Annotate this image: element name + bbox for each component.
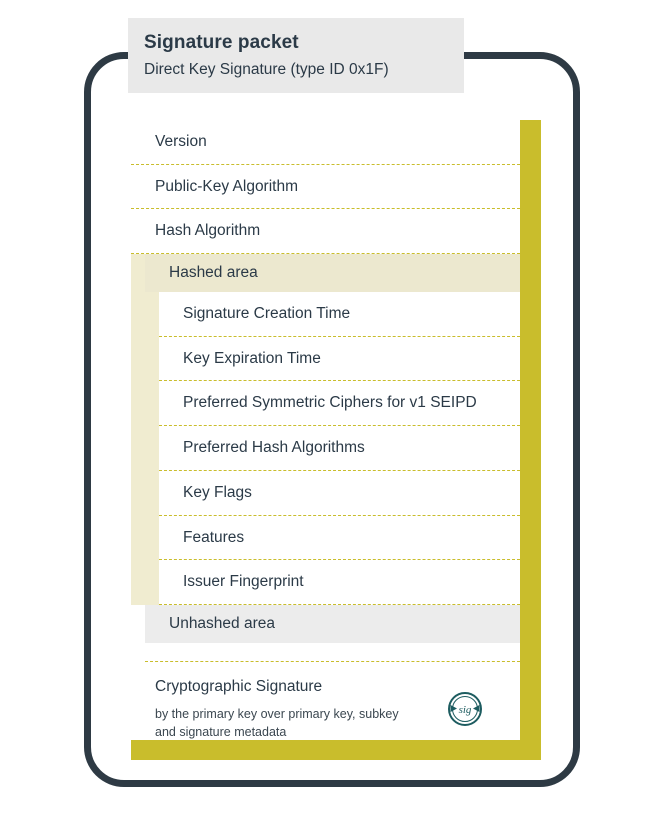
packet-outer-border xyxy=(131,120,541,760)
signature-description: by the primary key over primary key, subkey and signature metadata xyxy=(155,706,399,740)
packet-field-hash-algorithm: Hash Algorithm xyxy=(131,209,520,254)
cryptographic-signature-block xyxy=(131,662,520,752)
hashed-area-header: Hashed area xyxy=(145,254,520,292)
page-subtitle: Direct Key Signature (type ID 0x1F) xyxy=(144,60,389,78)
signature-seal-icon xyxy=(444,688,486,730)
unhashed-area-header: Unhashed area xyxy=(145,605,520,643)
subpacket-signature-creation-time: Signature Creation Time xyxy=(159,292,520,337)
signature-title: Cryptographic Signature xyxy=(155,677,323,695)
subpacket-features: Features xyxy=(159,516,520,561)
subpacket-key-flags: Key Flags xyxy=(159,471,520,516)
subpacket-preferred-symmetric-ciphers: Preferred Symmetric Ciphers for v1 SEIPD xyxy=(159,381,520,426)
subpacket-preferred-hash-algorithms: Preferred Hash Algorithms xyxy=(159,426,520,471)
unhashed-area-block xyxy=(131,605,520,662)
packet-field-public-key-algorithm: Public-Key Algorithm xyxy=(131,165,520,210)
unhashed-area-body xyxy=(145,643,520,662)
subpacket-key-expiration-time: Key Expiration Time xyxy=(159,337,520,382)
packet-body xyxy=(131,120,520,740)
packet-field-version: Version xyxy=(131,120,520,165)
page-title: Signature packet xyxy=(144,32,299,53)
title-banner xyxy=(128,18,464,93)
signature-seal-label: sig xyxy=(458,703,472,716)
hashed-subpacket-list xyxy=(159,292,520,605)
subpacket-issuer-fingerprint: Issuer Fingerprint xyxy=(159,560,520,605)
hashed-area-block xyxy=(131,254,520,605)
